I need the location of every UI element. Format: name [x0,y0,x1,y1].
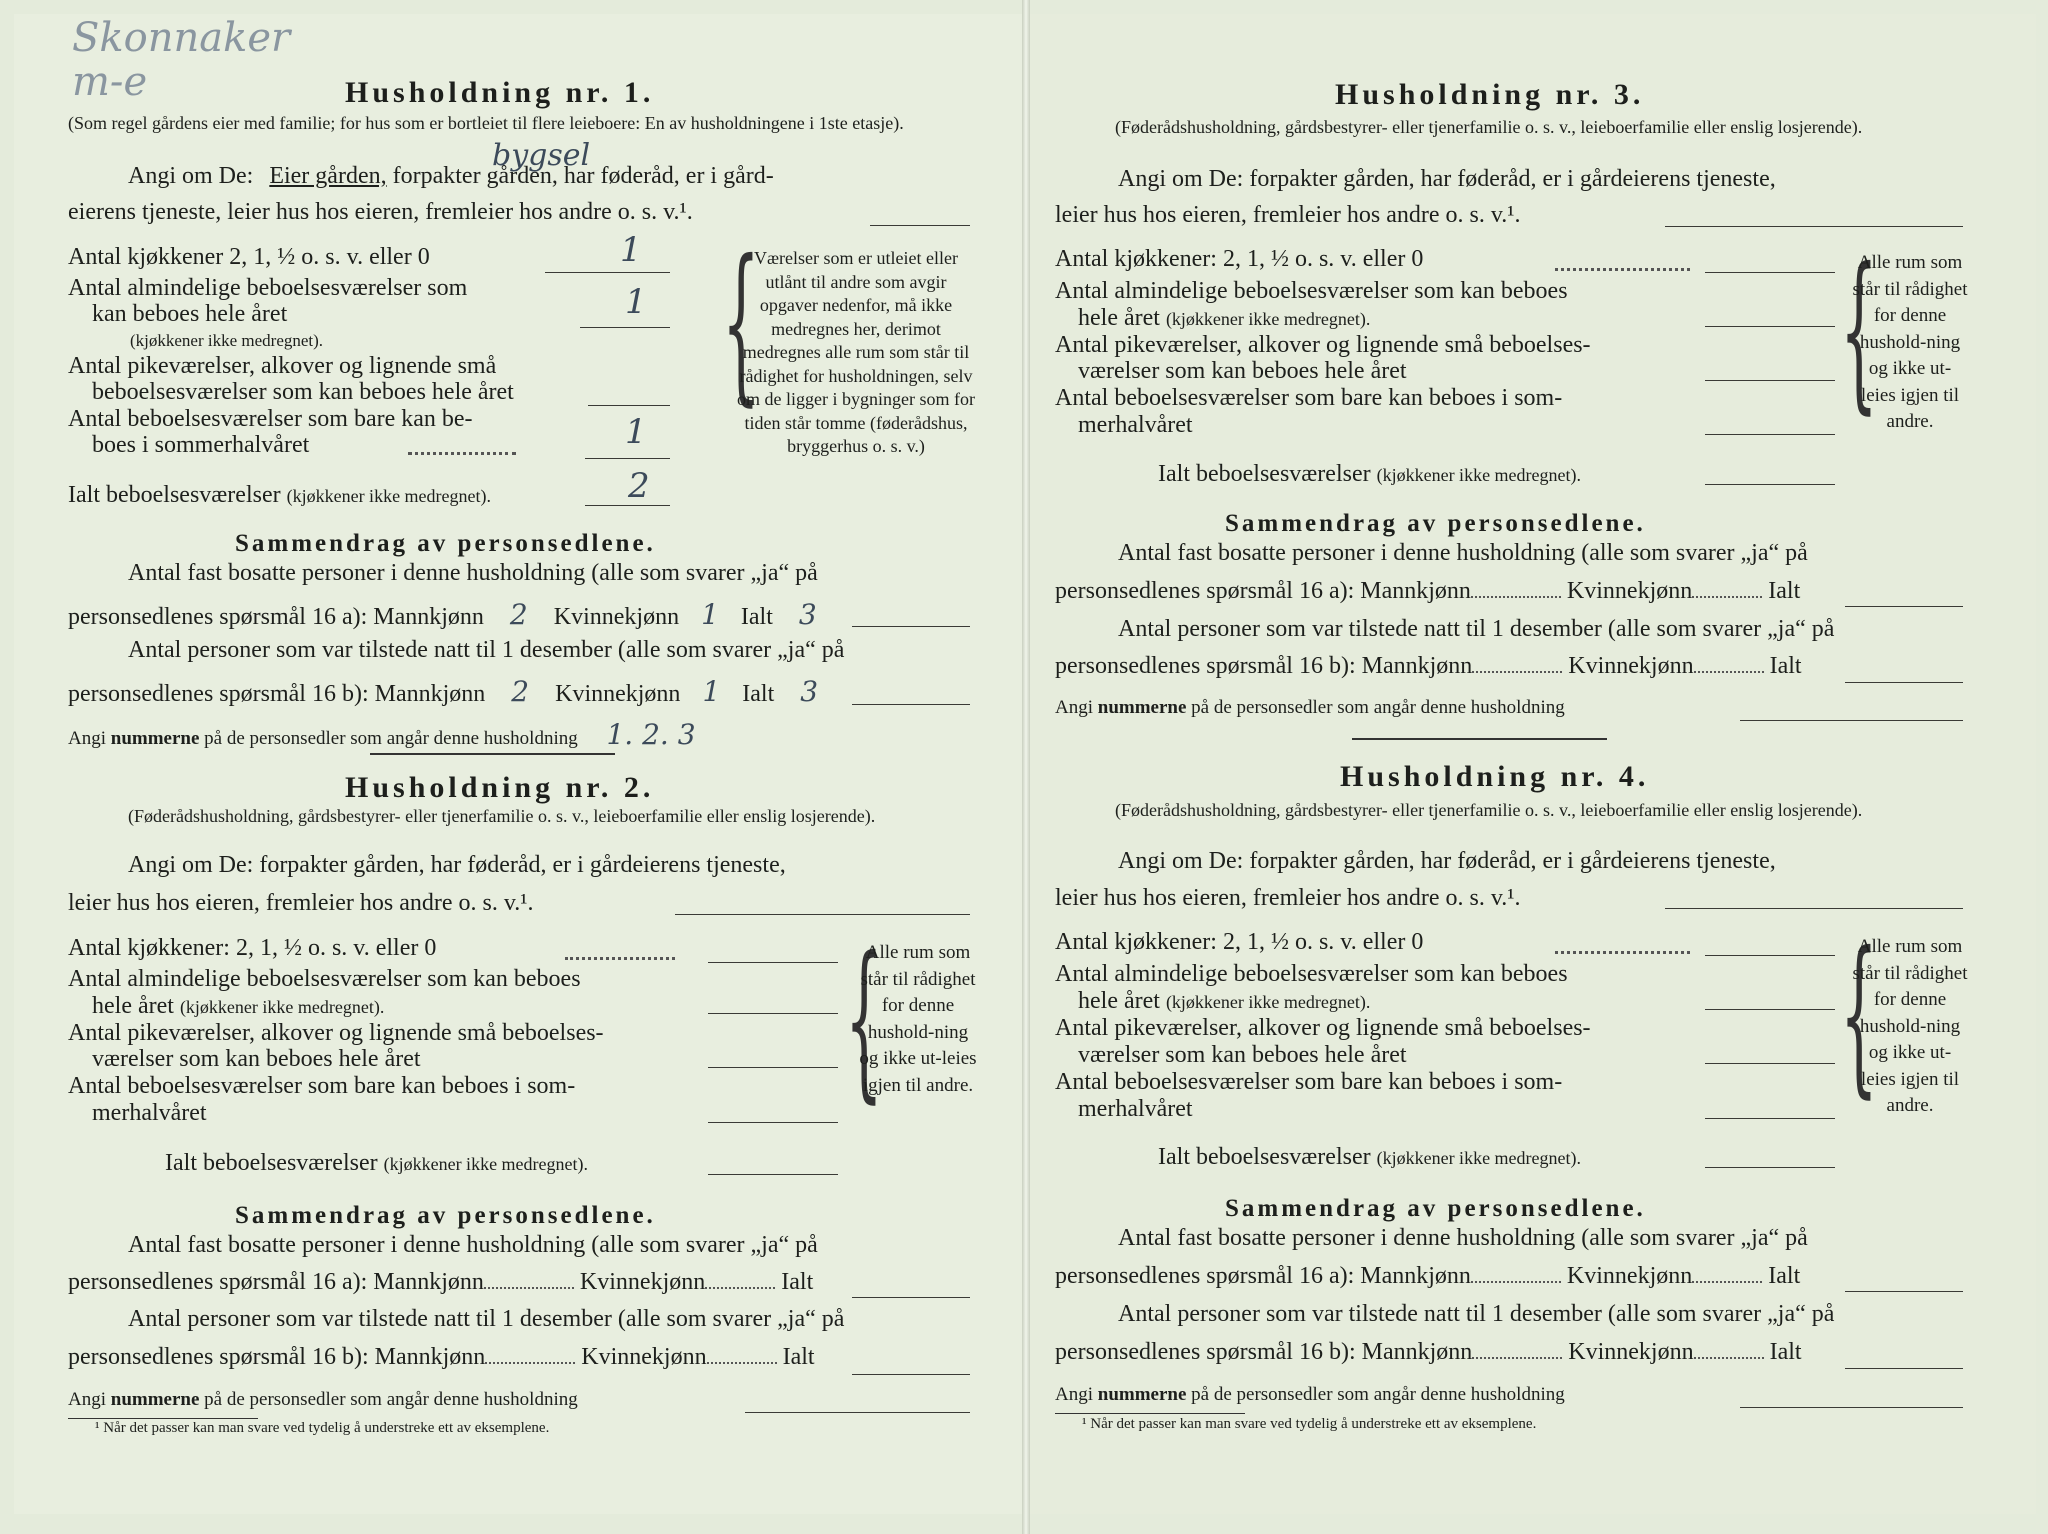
hh4-q-rooms2-label: hele året [1078,988,1160,1014]
hh4-summary-title: Sammendrag av personsedlene. [1225,1195,1646,1222]
hh4-q-total-line [1705,1167,1835,1168]
hh4-angi-line1: Angi om De: forpakter gården, har føderåd, er i gårdeierens tjeneste, [1118,848,1776,874]
hh1-q-kitchen-val: 1 [620,230,642,270]
hh4-s16a-i-label: Ialt [1768,1263,1801,1289]
hh1-s16b-i-val: 3 [800,675,819,708]
hh2-q-kitchen-dots [565,957,675,960]
hh4-q-kitchen-dots [1555,951,1690,954]
hh3-s16a-line2 [1055,578,1800,605]
hh2-intro: (Føderådshusholdning, gårdsbestyrer- eller tjenerfamilie o. s. v., leieboerfamilie eller enslig losjerende). [128,806,876,826]
hh3-numbers-line [1740,720,1963,721]
hh2-title: Husholdning nr. 2. [345,771,655,804]
hh3-s16b-line [1845,682,1963,683]
hh2-q-small1: Antal pikeværelser, alkover og lignende små beboelses- [68,1020,604,1046]
hh1-q-kitchen-line [545,272,670,273]
hh3-s16b-k-label: Kvinnekjønn [1568,653,1694,679]
hh3-s16a-line1: Antal fast bosatte personer i denne husholdning (alle som svarer „ja“ på [1118,540,1808,566]
hh2-s16b-i-label: Ialt [782,1344,815,1370]
hh1-s16a-line1: Antal fast bosatte personer i denne husholdning (alle som svarer „ja“ på [128,560,818,586]
hh2-s16a-i-label: Ialt [781,1269,814,1295]
hh4-q-small2: værelser som kan beboes hele året [1078,1042,1407,1068]
hh1-s16b-k-val: 1 [702,675,721,708]
hh4-s16b-line1: Antal personer som var tilstede natt til 1 desember (alle som svarer „ja“ på [1118,1301,1835,1327]
hh3-q-small2: værelser som kan beboes hele året [1078,358,1407,384]
hh3-numbers [1055,697,1565,719]
hh3-s16b-line1: Antal personer som var tilstede natt til 1 desember (alle som svarer „ja“ på [1118,616,1835,642]
hh2-q-total-note: (kjøkkener ikke medregnet). [383,1154,589,1174]
hh4-numbers-b: nummerne [1097,1384,1187,1405]
hh1-s16b-line1: Antal personer som var tilstede natt til 1 desember (alle som svarer „ja“ på [128,637,845,663]
hh1-angi-rest: forpakter gården, har føderåd, er i gård- [392,163,774,189]
hh3-numbers-c: på de personsedler som angår denne husholdning [1191,697,1565,718]
hh1-s16b-line [852,704,970,705]
hh1-angi-answer-line [870,225,970,226]
hh1-q-rooms-line [580,327,670,328]
hh3-brace: { [1840,232,1878,430]
hh2-q-small2: værelser som kan beboes hele året [92,1046,421,1072]
margin-handwriting: Skonnaker m-e [72,15,291,105]
hh3-q-total [1158,461,1581,488]
hh2-q-kitchen: Antal kjøkkener: 2, 1, ½ o. s. v. eller 0 [68,935,437,961]
hh3-q-total-label: Ialt beboelsesværelser [1158,461,1371,487]
hh2-summary-title: Sammendrag av personsedlene. [235,1202,656,1229]
hh3-q-rooms2 [1078,305,1370,332]
hh3-q-kitchen: Antal kjøkkener: 2, 1, ½ o. s. v. eller 0 [1055,246,1424,272]
hh2-q-rooms-line [708,1013,838,1014]
hh1-s16a-line [852,626,970,627]
hh1-q-rooms-note: (kjøkkener ikke medregnet). [130,331,324,350]
hh2-brace: { [845,921,883,1119]
page-fold [1022,0,1030,1534]
hh4-title: Husholdning nr. 4. [1340,760,1650,793]
hh2-angi-line [675,914,970,915]
hh1-s16a-i-val: 3 [798,598,817,631]
hh4-s16b-k-label: Kvinnekjønn [1568,1339,1694,1365]
hh4-q-rooms-line [1705,1009,1835,1010]
hh4-q-total-note: (kjøkkener ikke medregnet). [1376,1148,1582,1168]
hh4-s16a-k-label: Kvinnekjønn [1566,1263,1693,1289]
hh3-q-total-line [1705,484,1835,485]
hh2-s16b-line [852,1374,970,1375]
hh4-numbers [1055,1384,1565,1406]
hh4-q-rooms2 [1078,988,1370,1015]
hh2-side-note: Alle rum som står til rådighet for denne hushold-ning og ikke ut-leies igjen til andre. [859,942,977,1096]
hh1-numbers-c: på de personsedler som angår denne husholdning [204,728,578,749]
hh2-s16b-line1: Antal personer som var tilstede natt til 1 desember (alle som svarer „ja“ på [128,1306,845,1332]
hh3-numbers-a: Angi [1055,697,1093,718]
hh2-s16a-m-label: personsedlenes spørsmål 16 a): Mannkjønn [68,1269,484,1295]
hh4-angi-line2: leier hus hos eieren, fremleier hos andre o. s. v.¹. [1055,885,1521,911]
hh1-angi-line2: eierens tjeneste, leier hus hos eieren, fremleier hos andre o. s. v.¹. [68,199,693,225]
hh3-intro: (Føderådshusholdning, gårdsbestyrer- eller tjenerfamilie o. s. v., leieboerfamilie eller enslig losjerende). [1115,117,1863,137]
hh4-q-small-line [1705,1063,1835,1064]
hh2-q-rooms-note: (kjøkkener ikke medregnet). [179,997,385,1017]
hh1-summary-title: Sammendrag av personsedlene. [235,530,656,557]
hh3-s16a-k-label: Kvinnekjønn [1566,578,1693,604]
hh1-numbers-a: Angi [68,728,106,749]
hh3-q-summer2: merhalvåret [1078,412,1193,438]
hh4-s16b-line2 [1055,1339,1802,1366]
hh1-q-total-note: (kjøkkener ikke medregnet). [286,486,492,506]
hh2-numbers-line [745,1412,970,1413]
hh1-angi-line1 [128,163,774,190]
hh3-s16b-m-label: personsedlenes spørsmål 16 b): Mannkjønn [1055,653,1473,679]
hh1-intro: (Som regel gårdens eier med familie; for hus som er bortleiet til flere leieboere: En av husholdningene i 1ste etasje). [68,113,904,133]
hh2-q-summer2: merhalvåret [92,1100,207,1126]
hh2-angi-line2: leier hus hos eieren, fremleier hos andre o. s. v.¹. [68,890,534,916]
hh3-q-rooms-line [1705,326,1835,327]
hh2-q-rooms2-label: hele året [92,993,174,1019]
hh3-s16a-m-label: personsedlenes spørsmål 16 a): Mannkjønn [1055,578,1471,604]
hh4-numbers-c: på de personsedler som angår denne husholdning [1191,1384,1565,1405]
hh1-s16b-m-val: 2 [511,675,530,708]
hh4-q-summer2: merhalvåret [1078,1096,1193,1122]
hh3-q-total-note: (kjøkkener ikke medregnet). [1376,465,1582,485]
hh1-q-summer-dots [408,452,516,455]
hh2-s16b-m-label: personsedlenes spørsmål 16 b): Mannkjønn [68,1344,486,1370]
hh3-q-summer-line [1705,434,1835,435]
hh1-s16b-m-label: personsedlenes spørsmål 16 b): Mannkjønn [68,681,486,707]
hh2-s16a-line2 [68,1269,813,1296]
hh3-q-kitchen-dots [1555,268,1690,271]
footnote-right: ¹ Når det passer kan man svare ved tydelig å understreke ett av eksemplene. [1082,1416,1537,1432]
hh1-s16a-line2 [68,598,817,631]
hh2-angi-line1: Angi om De: forpakter gården, har føderåd, er i gårdeierens tjeneste, [128,852,786,878]
hh4-brace: { [1840,916,1878,1114]
hh4-q-total [1158,1144,1581,1171]
hh3-q-summer1: Antal beboelsesværelser som bare kan beboes i som- [1055,385,1563,411]
hh3-q-rooms1: Antal almindelige beboelsesværelser som kan beboes [1055,278,1568,304]
hh3-angi-line1: Angi om De: forpakter gården, har føderåd, er i gårdeierens tjeneste, [1118,166,1776,192]
hh1-q-summer1: Antal beboelsesværelser som bare kan be- [68,406,473,432]
hh1-angi-handwriting: bygsel [492,138,591,173]
footnote-rule-left [68,1418,258,1419]
hh1-s16b-k-label: Kvinnekjønn [555,681,681,707]
hh2-s16a-line1: Antal fast bosatte personer i denne husholdning (alle som svarer „ja“ på [128,1232,818,1258]
hh4-q-kitchen: Antal kjøkkener: 2, 1, ½ o. s. v. eller 0 [1055,929,1424,955]
hh1-s16a-k-label: Kvinnekjønn [553,604,680,630]
hh4-intro: (Føderådshusholdning, gårdsbestyrer- eller tjenerfamilie o. s. v., leieboerfamilie eller enslig losjerende). [1115,800,1863,820]
hh1-q-total-line [585,505,670,506]
hh2-s16a-line [852,1297,970,1298]
hh1-numbers [68,718,696,751]
hh3-q-kitchen-line [1705,272,1835,273]
hh3-angi-line2: leier hus hos eieren, fremleier hos andre o. s. v.¹. [1055,202,1521,228]
hh4-s16b-line [1845,1368,1963,1369]
hh4-numbers-a: Angi [1055,1384,1093,1405]
hh4-q-small1: Antal pikeværelser, alkover og lignende små beboelses- [1055,1015,1591,1041]
hh3-summary-title: Sammendrag av personsedlene. [1225,510,1646,537]
hh1-separator [370,753,615,755]
hh1-s16b-i-label: Ialt [742,681,775,707]
hh3-q-rooms-note: (kjøkkener ikke medregnet). [1165,309,1371,329]
hh2-q-rooms1: Antal almindelige beboelsesværelser som kan beboes [68,966,581,992]
footnote-left: ¹ Når det passer kan man svare ved tydelig å understreke ett av eksemplene. [95,1420,550,1436]
hh1-q-rooms1: Antal almindelige beboelsesværelser som [68,275,468,301]
hh1-q-summer-line [585,458,670,459]
hh4-s16a-line1: Antal fast bosatte personer i denne husholdning (alle som svarer „ja“ på [1118,1225,1808,1251]
hh3-q-small-line [1705,380,1835,381]
hh1-q-kitchen: Antal kjøkkener 2, 1, ½ o. s. v. eller 0 [68,244,430,270]
hh1-s16a-m-label: personsedlenes spørsmål 16 a): Mannkjønn [68,604,484,630]
hh1-q-rooms-val: 1 [625,282,647,322]
hh2-numbers [68,1389,578,1411]
footnote-rule-right [1055,1413,1245,1414]
hh1-numbers-b: nummerne [110,728,200,749]
hh1-brace: { [722,224,760,422]
hh1-q-rooms2: kan beboes hele året [92,301,288,327]
hh2-s16b-line2 [68,1344,815,1371]
hh3-separator [1352,738,1607,740]
hh1-s16a-k-val: 1 [701,598,719,631]
hh4-angi-line [1665,908,1963,909]
hh2-numbers-a: Angi [68,1389,106,1410]
hh4-s16b-m-label: personsedlenes spørsmål 16 b): Mannkjønn [1055,1339,1473,1365]
hh4-numbers-line [1740,1407,1963,1408]
hh4-q-summer-line [1705,1118,1835,1119]
hh4-s16a-line [1845,1291,1963,1292]
hh2-q-summer-line [708,1122,838,1123]
hh2-q-kitchen-line [708,962,838,963]
hh3-s16a-i-label: Ialt [1768,578,1801,604]
hh1-q-summer2: boes i sommerhalvåret [92,432,310,458]
hh2-s16a-k-label: Kvinnekjønn [579,1269,706,1295]
hh1-angi-owner: Eier gården, [269,163,387,189]
hh2-numbers-c: på de personsedler som angår denne husholdning [204,1389,578,1410]
hh2-q-total [165,1150,588,1177]
hh2-q-small-line [708,1067,838,1068]
hh1-title: Husholdning nr. 1. [345,76,655,109]
hh1-s16b-line2 [68,675,818,708]
hh4-side-note: Alle rum som står til rådighet for denne hushold-ning og ikke ut-leies igjen til andre. [1852,936,1968,1116]
hh3-q-rooms2-label: hele året [1078,305,1160,331]
hh1-numbers-val: 1. 2. 3 [606,718,696,751]
hh2-q-total-line [708,1174,838,1175]
hh3-s16b-line2 [1055,653,1802,680]
hh1-angi-label: Angi om De: [128,163,254,189]
hh3-s16a-line [1845,606,1963,607]
hh2-q-rooms2 [92,993,384,1020]
hh4-s16a-m-label: personsedlenes spørsmål 16 a): Mannkjønn [1055,1263,1471,1289]
hh1-s16a-m-val: 2 [509,598,528,631]
hh2-numbers-b: nummerne [110,1389,200,1410]
hh1-s16a-i-label: Ialt [740,604,773,630]
hh4-q-rooms1: Antal almindelige beboelsesværelser som kan beboes [1055,961,1568,987]
hh1-q-total-val: 2 [628,466,650,506]
hh4-q-summer1: Antal beboelsesværelser som bare kan beboes i som- [1055,1069,1563,1095]
hh3-side-note: Alle rum som står til rådighet for denne hushold-ning og ikke ut-leies igjen til andre. [1852,252,1968,432]
hh1-q-small-line [588,405,670,406]
hh1-side-note: Værelser som er utleiet eller utlånt til andre som avgir opgaver nedenfor, må ikke medregnes her, derimot medregnes alle rum som står til rådighet for husholdningen, selv om de ligger i bygninger som for tiden står tomme (føderådshus, bryggerhus o. s. v.) [737,248,975,456]
hh2-q-summer1: Antal beboelsesværelser som bare kan beboes i som- [68,1073,576,1099]
hh4-q-kitchen-line [1705,955,1835,956]
hh3-s16b-i-label: Ialt [1769,653,1802,679]
hh1-q-total [68,482,491,509]
hh4-q-rooms-note: (kjøkkener ikke medregnet). [1165,992,1371,1012]
hh3-q-small1: Antal pikeværelser, alkover og lignende små beboelses- [1055,332,1591,358]
hh3-title: Husholdning nr. 3. [1335,78,1645,111]
hh3-angi-line [1665,226,1963,227]
hh4-s16b-i-label: Ialt [1769,1339,1802,1365]
hh2-s16b-k-label: Kvinnekjønn [581,1344,707,1370]
hh1-q-summer-val: 1 [625,412,647,452]
hh4-q-total-label: Ialt beboelsesværelser [1158,1144,1371,1170]
hh1-q-small1: Antal pikeværelser, alkover og lignende små [68,353,497,379]
hh1-q-total-label: Ialt beboelsesværelser [68,482,281,508]
hh2-q-total-label: Ialt beboelsesværelser [165,1150,378,1176]
hh3-numbers-b: nummerne [1097,697,1187,718]
hh1-q-small2: beboelsesværelser som kan beboes hele året [92,379,514,405]
hh4-s16a-line2 [1055,1263,1800,1290]
